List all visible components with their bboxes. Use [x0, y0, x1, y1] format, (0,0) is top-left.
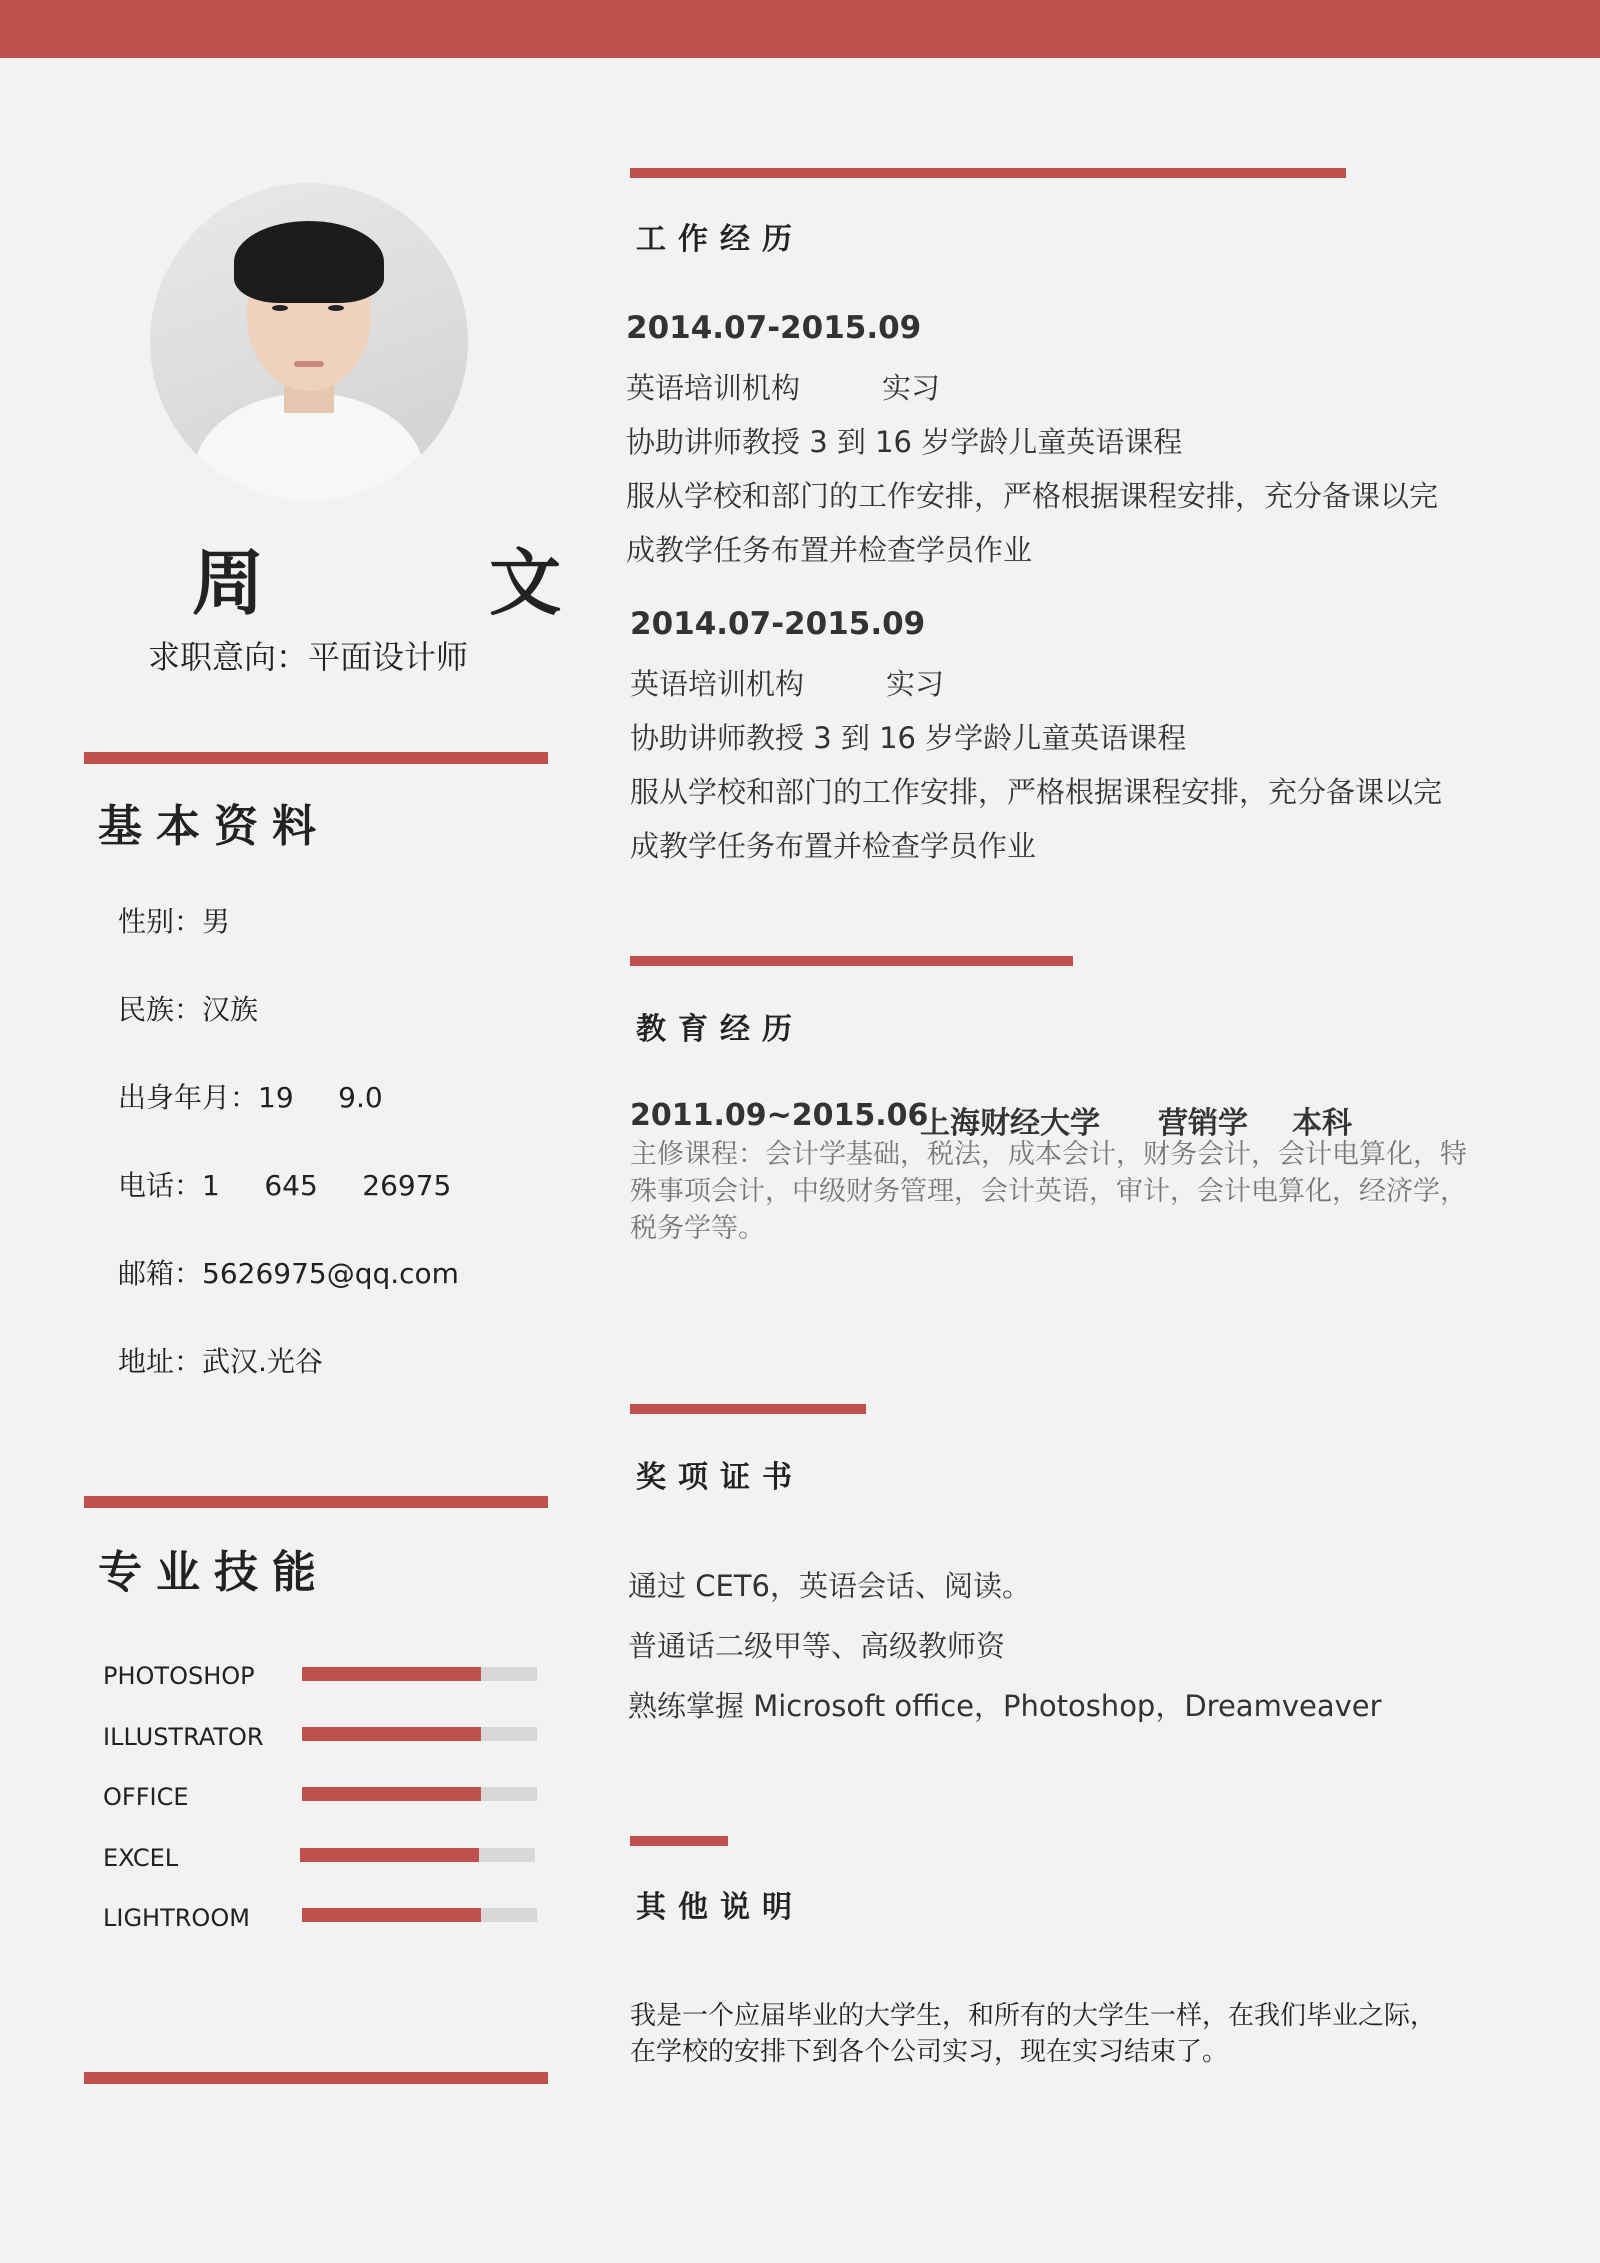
work-date: 2014.07-2015.09: [626, 310, 922, 346]
skill-bar-fill: [302, 1908, 481, 1922]
award-item: 熟练掌握 Microsoft office，Photoshop，Dreamveaver: [628, 1689, 1382, 1723]
work-detail: 成教学任务布置并检查学员作业: [626, 533, 1033, 567]
info-phone: 电话：1 645 26975: [118, 1169, 452, 1202]
edu-school: 上海财经大学: [920, 1106, 1100, 1141]
section-divider: [84, 1496, 548, 1508]
edu-degree: 本科: [1292, 1106, 1352, 1141]
skill-label: ILLUSTRATOR: [103, 1723, 264, 1751]
top-accent-bar: [0, 0, 1600, 58]
other-text: 在学校的安排下到各个公司实习，现在实习结束了。: [630, 2037, 1229, 2067]
other-text: 我是一个应届毕业的大学生，和所有的大学生一样，在我们毕业之际，: [630, 2001, 1437, 2031]
award-item: 普通话二级甲等、高级教师资: [628, 1629, 1006, 1663]
skill-bar-fill: [302, 1667, 481, 1681]
skill-label: PHOTOSHOP: [103, 1662, 255, 1690]
section-title-awards: 奖项证书: [636, 1460, 804, 1495]
work-detail: 协助讲师教授 3 到 16 岁学龄儿童英语课程: [630, 721, 1187, 755]
info-email: 邮箱：5626975@qq.com: [118, 1257, 459, 1290]
edu-major: 营销学: [1158, 1106, 1248, 1141]
section-title-basic: 基本资料: [98, 801, 330, 852]
edu-date: 2011.09~2015.06: [630, 1098, 929, 1133]
skill-label: OFFICE: [103, 1783, 189, 1811]
work-detail: 协助讲师教授 3 到 16 岁学龄儿童英语课程: [626, 425, 1183, 459]
section-divider: [630, 1836, 728, 1846]
skill-bar-fill: [302, 1727, 481, 1741]
info-ethnicity: 民族：汉族: [118, 993, 259, 1026]
section-title-work: 工作经历: [636, 222, 804, 257]
candidate-name: 周 文: [192, 541, 662, 625]
edu-courses: 主修课程：会计学基础，税法，成本会计，财务会计，会计电算化，特殊事项会计，中级财务管理，会计英语，审计，会计电算化，经济学，税务学等。: [630, 1139, 1467, 1244]
skill-bar: [302, 1908, 537, 1922]
work-date: 2014.07-2015.09: [630, 606, 926, 642]
skill-bar: [300, 1848, 535, 1862]
info-birth: 出身年月：19 9.0: [118, 1081, 383, 1114]
skill-bar: [302, 1787, 537, 1801]
section-divider: [84, 2072, 548, 2084]
info-gender: 性别：男: [118, 905, 231, 938]
award-item: 通过 CET6，英语会话、阅读。: [628, 1569, 1031, 1603]
work-detail: 成教学任务布置并检查学员作业: [630, 829, 1037, 863]
section-divider: [630, 1404, 866, 1414]
work-detail: 服从学校和部门的工作安排，严格根据课程安排，充分备课以完: [626, 479, 1439, 513]
work-role: 实习: [882, 371, 941, 405]
job-intent: 求职意向：平面设计师: [148, 638, 469, 676]
work-company: 英语培训机构: [626, 371, 801, 405]
skill-bar-fill: [302, 1787, 481, 1801]
skill-bar: [302, 1667, 537, 1681]
section-title-education: 教育经历: [636, 1012, 804, 1047]
skill-bar: [302, 1727, 537, 1741]
section-title-skills: 专业技能: [98, 1547, 330, 1598]
section-divider: [630, 956, 1073, 966]
work-role: 实习: [886, 667, 945, 701]
section-divider: [84, 752, 548, 764]
skill-label: LIGHTROOM: [103, 1904, 250, 1932]
section-title-other: 其他说明: [636, 1890, 804, 1925]
avatar: [150, 183, 468, 501]
skill-bar-fill: [300, 1848, 479, 1862]
info-address: 地址：武汉.光谷: [118, 1345, 323, 1378]
section-divider: [630, 168, 1346, 178]
work-company: 英语培训机构: [630, 667, 805, 701]
skill-label: EXCEL: [103, 1844, 179, 1872]
work-detail: 服从学校和部门的工作安排，严格根据课程安排，充分备课以完: [630, 775, 1443, 809]
